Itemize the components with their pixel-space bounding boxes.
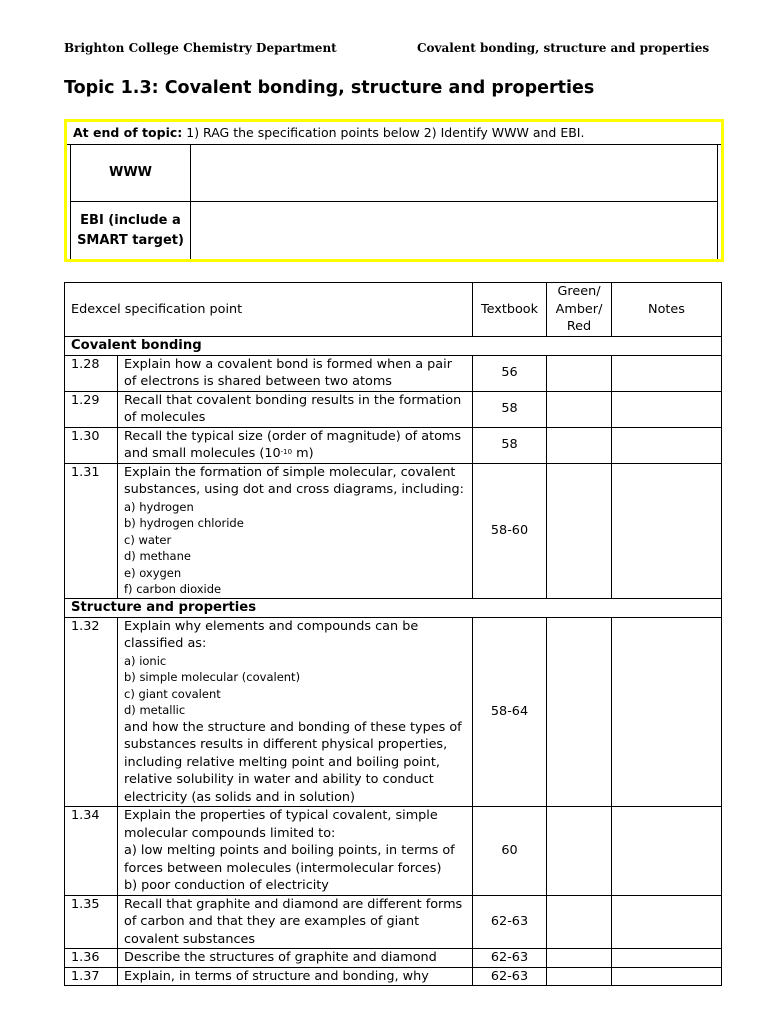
sub-item: c) water	[124, 532, 172, 547]
spec-text-main: Explain the properties of typical covalent, simple molecular compounds limited to:	[124, 808, 438, 841]
spec-text: Describe the structures of graphite and diamond	[118, 949, 473, 968]
spec-text: Explain, in terms of structure and bonding, why	[118, 967, 473, 986]
table-row	[65, 949, 722, 968]
spec-text: Recall that covalent bonding results in the formation of molecules	[118, 391, 473, 427]
spec-text	[118, 807, 473, 896]
table-row	[65, 895, 722, 949]
sub-item: b) simple molecular (covalent)	[124, 670, 301, 684]
table-row	[65, 355, 722, 391]
www-field[interactable]	[190, 145, 718, 201]
textbook-pages: 58-60	[473, 463, 547, 598]
sub-item: c) giant covalent	[124, 686, 221, 701]
textbook-pages: 62-63	[473, 949, 547, 968]
rag-cell[interactable]	[547, 617, 612, 807]
rag-intro-text: 1) RAG the specification points below 2) Identify WWW and EBI.	[182, 125, 585, 140]
ebi-label-line2: SMART target)	[77, 232, 184, 248]
spec-text: Explain how a covalent bond is formed when a pair of electrons is shared between two atoms	[118, 355, 473, 391]
ebi-field[interactable]	[190, 202, 718, 259]
spec-number: 1.32	[65, 617, 118, 807]
notes-header: Notes	[612, 283, 722, 337]
spec-text	[118, 427, 473, 463]
page-title: Topic 1.3: Covalent bonding, structure and properties	[64, 78, 595, 98]
textbook-header: Textbook	[473, 283, 547, 337]
spec-text-part: Recall the typical size (order of magnitude) of atoms and small molecules (10	[124, 428, 462, 461]
rag-cell[interactable]	[547, 949, 612, 968]
exponent: -10	[280, 448, 293, 456]
sub-item: d) metallic	[124, 703, 186, 717]
textbook-pages: 58-64	[473, 617, 547, 807]
spec-number: 1.36	[65, 949, 118, 968]
spec-text-main: Explain why elements and compounds can be classified as:	[124, 618, 419, 651]
section-structure-properties: Structure and properties	[65, 598, 722, 617]
sub-item: f) carbon dioxide	[124, 582, 222, 596]
notes-cell[interactable]	[612, 895, 722, 949]
rag-instructions-box	[64, 119, 724, 262]
ebi-label-line1: EBI (include a	[80, 212, 181, 228]
sub-item: a) hydrogen	[124, 499, 194, 514]
spec-text: Recall that graphite and diamond are different forms of carbon and that they are examples of giant covalent substances	[118, 895, 473, 949]
table-row	[65, 391, 722, 427]
rag-cell[interactable]	[547, 895, 612, 949]
sub-item: e) oxygen	[124, 565, 182, 580]
rag-cell[interactable]	[547, 355, 612, 391]
spec-header: Edexcel specification point	[65, 283, 473, 337]
table-row	[65, 807, 722, 896]
section-covalent-bonding: Covalent bonding	[65, 336, 722, 355]
rag-cell[interactable]	[547, 391, 612, 427]
www-label: WWW	[70, 145, 191, 201]
table-row	[65, 463, 722, 598]
notes-cell[interactable]	[612, 391, 722, 427]
notes-cell[interactable]	[612, 463, 722, 598]
rag-header-line3: Red	[566, 319, 592, 334]
spec-number: 1.34	[65, 807, 118, 896]
sub-item: a) low melting points and boiling points, in terms of forces between molecules (intermolecular forces)	[124, 843, 455, 876]
rag-cell[interactable]	[547, 807, 612, 896]
spec-number: 1.30	[65, 427, 118, 463]
department-name: Brighton College Chemistry Department	[64, 41, 337, 55]
spec-number: 1.37	[65, 967, 118, 986]
sub-item: d) methane	[124, 549, 191, 563]
sub-item: a) ionic	[124, 653, 167, 668]
spec-number: 1.29	[65, 391, 118, 427]
notes-cell[interactable]	[612, 617, 722, 807]
spec-number: 1.28	[65, 355, 118, 391]
spec-text-continued: and how the structure and bonding of these types of substances results in different physical properties, including relative melting point and boiling point, relative solubility in water and ability to conduct electricity (as solids and in solution)	[124, 719, 462, 805]
section-row	[65, 336, 722, 355]
spec-text-main: Explain the formation of simple molecular, covalent substances, using dot and cross diagrams, including:	[124, 464, 464, 497]
sub-item: b) poor conduction of electricity	[124, 878, 329, 893]
notes-cell[interactable]	[612, 949, 722, 968]
notes-cell[interactable]	[612, 427, 722, 463]
rag-header	[547, 283, 612, 337]
rag-intro	[67, 122, 721, 145]
table-header-row	[65, 283, 722, 337]
spec-text	[118, 617, 473, 807]
table-row	[65, 967, 722, 986]
www-row	[70, 145, 718, 202]
specification-table	[64, 282, 722, 986]
textbook-pages: 62-63	[473, 895, 547, 949]
rag-header-line1: Green/	[557, 284, 601, 299]
notes-cell[interactable]	[612, 967, 722, 986]
rag-cell[interactable]	[547, 967, 612, 986]
notes-cell[interactable]	[612, 807, 722, 896]
textbook-pages: 62-63	[473, 967, 547, 986]
spec-number: 1.31	[65, 463, 118, 598]
rag-cell[interactable]	[547, 463, 612, 598]
spec-number: 1.35	[65, 895, 118, 949]
notes-cell[interactable]	[612, 355, 722, 391]
rag-header-line2: Amber/	[555, 301, 603, 317]
table-row	[65, 427, 722, 463]
header-topic: Covalent bonding, structure and properties	[417, 41, 710, 55]
rag-intro-label: At end of topic:	[73, 125, 183, 140]
rag-cell[interactable]	[547, 427, 612, 463]
table-row	[65, 617, 722, 807]
textbook-pages: 58	[473, 427, 547, 463]
ebi-row	[70, 202, 718, 259]
spec-text	[118, 463, 473, 598]
section-row	[65, 598, 722, 617]
ebi-label	[70, 202, 191, 259]
textbook-pages: 56	[473, 355, 547, 391]
spec-text-part: m)	[292, 446, 314, 461]
textbook-pages: 58	[473, 391, 547, 427]
sub-item: b) hydrogen chloride	[124, 516, 244, 530]
textbook-pages: 60	[473, 807, 547, 896]
